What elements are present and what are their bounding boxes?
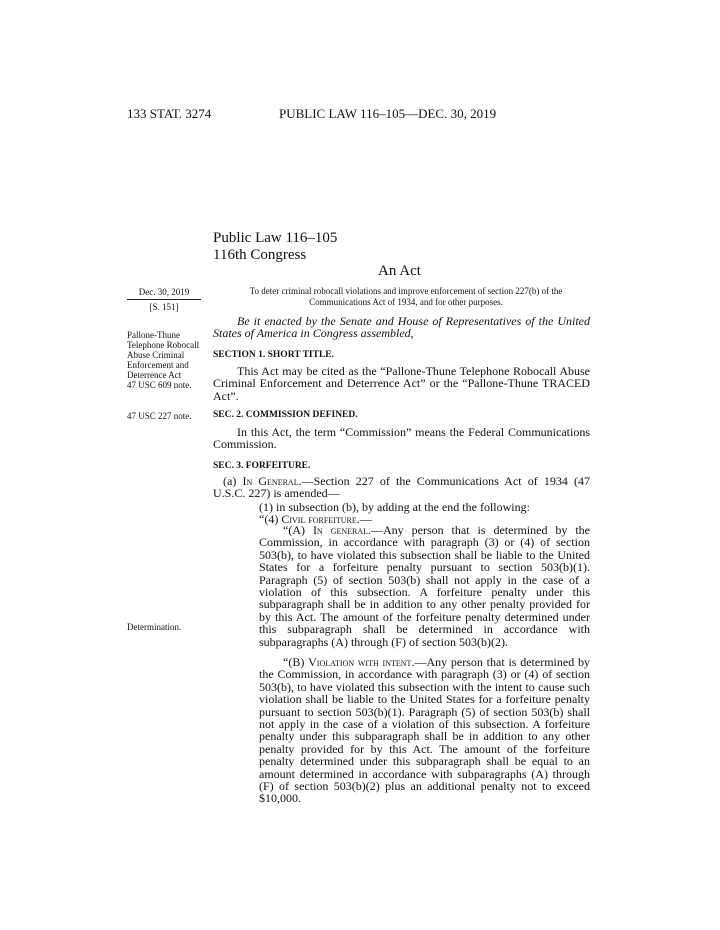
public-law-number: Public Law 116–105 [213, 230, 338, 246]
enactment-date-block [127, 286, 201, 313]
paragraph-4-caption: Civil forfeiture [281, 512, 357, 526]
section-1-heading: SECTION 1. SHORT TITLE. [213, 350, 335, 360]
margin-note-act-name: Pallone-Thune Telephone Robocall Abuse Criminal Enforcement and Deterrence Act [127, 330, 200, 380]
margin-note-usc: 47 USC 609 note. [127, 380, 192, 390]
enactment-date: Dec. 30, 2019 [138, 287, 190, 297]
enacting-clause: Be it enacted by the Senate and House of Representatives of the United States of America in Congress assembled, [213, 314, 590, 341]
subparagraph-b-prefix: “(B) [283, 655, 309, 669]
subparagraph-a-prefix: “(A) [283, 523, 313, 537]
section-3-subsection-a [213, 475, 590, 500]
running-header: PUBLIC LAW 116–105—DEC. 30, 2019 [279, 106, 497, 121]
paragraph-4-prefix: “(4) [259, 512, 282, 526]
subsection-a-caption: In General [242, 474, 299, 488]
subsection-a-text: .—Section 227 of the Communications Act of 1934 (47 U.S.C. 227) is amended— [213, 474, 590, 501]
margin-note-commission: 47 USC 227 note. [127, 411, 192, 421]
subparagraph-b-text: .—Any person that is determined by the Commission, in accordance with paragraph (3) or (4) of section 503(b), to have violated this subsection with the intent to cause such violation shall be liable to the United States for a forfeiture penalty pursuant to section 503(b)(1). Paragraph (5) of section 503(b) shall not apply in the case of a violation of this subsection. A forfeiture penalty under this subparagraph shall be in addition to any other penalty provided for by this Act. The amount of the forfeiture penalty determined under this subparagraph shall be equal to an amount determined in accordance with subparagraphs (A) through (F) of section 503(b)(2) plus an additional penalty not to exceed $10,000. [259, 655, 590, 806]
section-2-heading: SEC. 2. COMMISSION DEFINED. [213, 410, 358, 420]
divider [127, 299, 201, 300]
bill-number: [S. 151] [149, 302, 179, 312]
section-2-body: In this Act, the term “Commission” means the Federal Communications Commission. [213, 425, 590, 452]
section-3-heading: SEC. 3. FORFEITURE. [213, 461, 311, 471]
act-purpose: To deter criminal robocall violations and improve enforcement of section 227(b) of the Communications Act of 1934, and for other purposes. [249, 286, 563, 307]
subparagraph-a-text: .—Any person that is determined by the Commission, in accordance with paragraph (3) or (4) of section 503(b), to have violated this subsection shall be liable to the United States for a forfeiture penalty pursuant to section 503(b)(1). Paragraph (5) of section 503(b) shall not apply in the case of a violation of this subsection. A forfeiture penalty under this subparagraph shall be in addition to any other penalty provided for by this Act. The amount of the forfeiture penalty determined under this subparagraph shall be determined in accordance with subparagraphs (A) through (F) of section 503(b)(2). [259, 523, 590, 649]
congress-number: 116th Congress [213, 247, 307, 263]
margin-note-determination: Determination. [127, 622, 182, 632]
page-stat-number: 133 STAT. 3274 [127, 106, 212, 121]
act-title: An Act [378, 263, 421, 279]
section-1-body: This Act may be cited as the “Pallone-Thune Telephone Robocall Abuse Criminal Enforcement and Deterrence Act” or the “Pallone-Thune TRACED Act”. [213, 364, 590, 403]
subparagraph-b [259, 656, 590, 805]
subparagraph-a [259, 524, 590, 648]
subparagraph-a-caption: In general [312, 523, 368, 537]
margin-note-short-title [127, 330, 207, 390]
subparagraph-b-caption: Violation with intent [308, 655, 412, 669]
paragraph-4-suffix: .— [356, 512, 372, 526]
paragraph-1: (1) in subsection (b), by adding at the end the following: [259, 500, 530, 514]
subsection-a-prefix: (a) [223, 474, 243, 488]
